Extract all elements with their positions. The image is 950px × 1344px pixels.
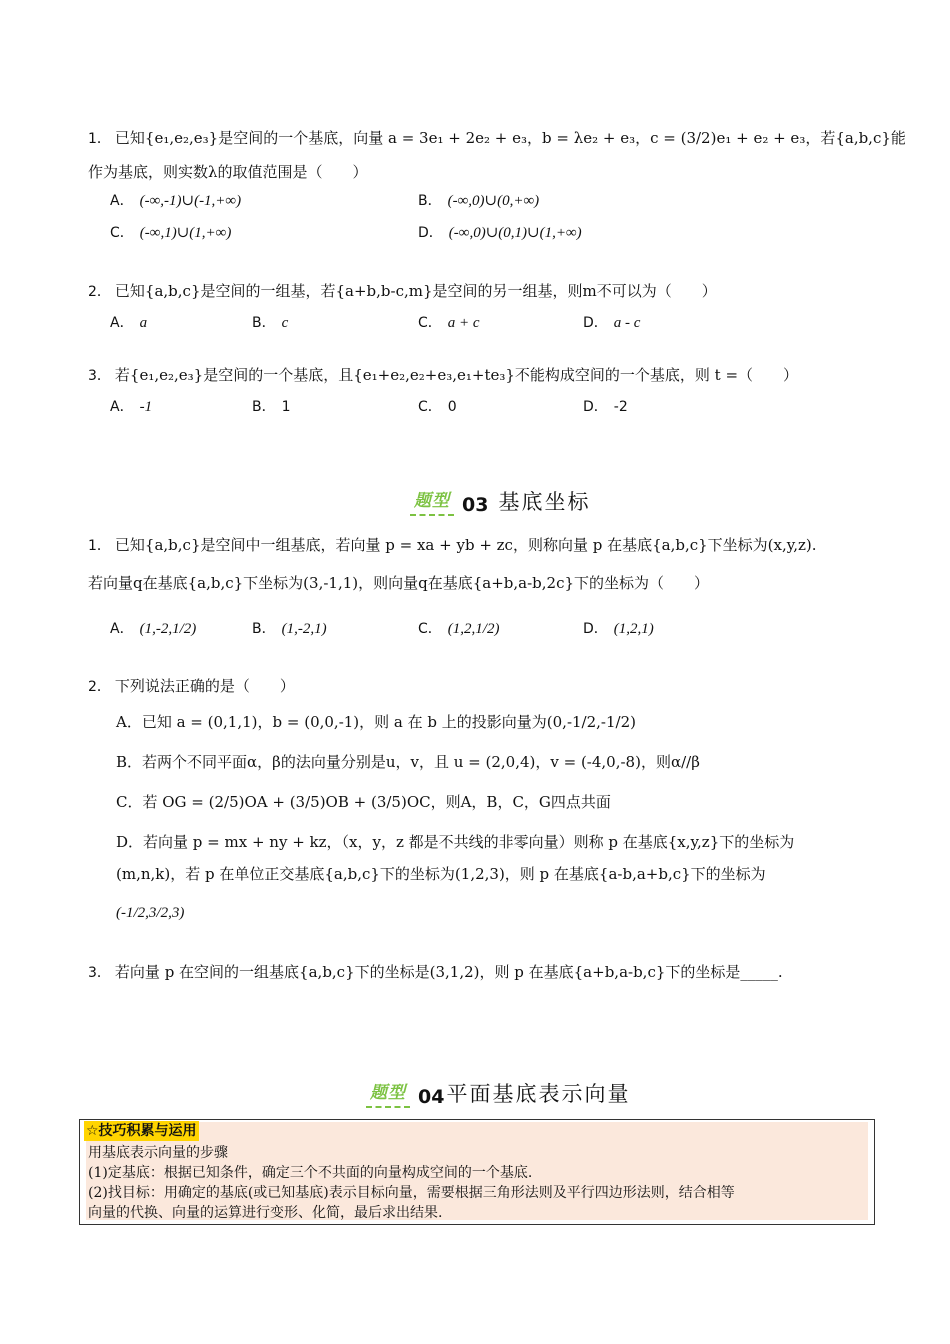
q3-option-a-text: -1 [139, 399, 153, 415]
s03-q2-stem-text: 下列说法正确的是（ ） [114, 677, 295, 695]
s03-q2-option-d-coords: (-1/2,3/2,3) [116, 905, 185, 921]
q2-option-b-label: B． [252, 315, 276, 331]
s03-q1-option-b[interactable] [252, 618, 327, 639]
q1-option-a-text: (-∞,-1)∪(-1,+∞) [139, 193, 242, 209]
s03-q2-option-d-line3 [116, 902, 184, 923]
section-03-title: 基底坐标 [498, 490, 591, 514]
s03-q1-number: 1． [88, 538, 111, 554]
section-04-title: 平面基底表示向量 [446, 1082, 631, 1106]
q1-line2: 作为基底，则实数λ的取值范围是（ ） [88, 163, 368, 181]
section-04-number: 04 [418, 1086, 445, 1108]
q2-option-b[interactable] [252, 312, 288, 333]
q2-option-b-text: c [281, 315, 289, 331]
q2-option-c-text: a + c [447, 315, 480, 331]
section-03-badge-text: 题型 [414, 491, 450, 511]
s03-q2-option-d-line1[interactable]: D．若向量 p = mx + ny + kz，（x，y，z 都是不共线的非零向量）则称 p 在基底{x,y,z}下的坐标为 [116, 833, 795, 851]
s03-q1-option-c-label: C． [418, 621, 442, 637]
q1-number: 1． [88, 131, 111, 147]
q2-option-c-label: C． [418, 315, 442, 331]
s03-q1-line2: 若向量q在基底{a,b,c}下坐标为(3,-1,1)，则向量q在基底{a+b,a-b,2c}下的坐标为（ ） [88, 574, 710, 592]
q3-option-d-label: D． [583, 399, 608, 415]
tip-line-1: 用基底表示向量的步骤 [88, 1145, 228, 1161]
s03-q1-option-a-text: (1,-2,1/2) [139, 621, 197, 637]
q3-option-b-label: B． [252, 399, 276, 415]
s03-q3-stem-text: 若向量 p 在空间的一组基底{a,b,c}下的坐标是(3,1,2)，则 p 在基底{a+b,a-b,c}下的坐标是_____. [114, 963, 783, 981]
q3-option-d[interactable] [583, 396, 628, 417]
section-03-badge-underline [410, 514, 454, 516]
section-04-badge [366, 1084, 410, 1108]
q3-option-c[interactable] [418, 396, 457, 417]
s03-q1-option-a[interactable] [110, 618, 196, 639]
q1-option-b-label: B． [418, 193, 442, 209]
s03-q1-option-d-label: D． [583, 621, 608, 637]
s03-q2-option-c[interactable]: C．若 OG = (2/5)OA + (3/5)OB + (3/5)OC，则A，B，C，G四点共面 [116, 793, 611, 811]
tip-line-2: (1)定基底：根据已知条件，确定三个不共面的向量构成空间的一个基底. [88, 1165, 533, 1181]
q1-option-c[interactable] [110, 222, 231, 243]
section-03-number: 03 [462, 494, 489, 516]
s03-q1-stem-text: 已知{a,b,c}是空间中一组基底，若向量 p = xa + yb + zc，则称向量 p 在基底{a,b,c}下坐标为(x,y,z). [114, 536, 817, 554]
q2-option-a-label: A． [110, 315, 134, 331]
s03-q1-line1 [88, 535, 817, 556]
s03-q2-option-a[interactable]: A．已知 a = (0,1,1)，b = (0,0,-1)，则 a 在 b 上的投影向量为(0,-1/2,-1/2) [116, 713, 636, 731]
q2-option-d-label: D． [583, 315, 608, 331]
q3-option-c-text: 0 [447, 399, 457, 415]
q3-line1 [88, 365, 798, 386]
q1-option-d-text: (-∞,0)∪(0,1)∪(1,+∞) [448, 225, 582, 241]
q1-option-a-label: A． [110, 193, 134, 209]
q2-option-a[interactable] [110, 312, 147, 333]
tip-header: ☆技巧积累与运用 [86, 1123, 197, 1139]
section-03-heading [410, 486, 590, 516]
s03-q2-number: 2． [88, 679, 111, 695]
q3-option-b[interactable] [252, 396, 291, 417]
s03-q1-option-d-text: (1,2,1) [613, 621, 654, 637]
s03-q1-option-b-text: (1,-2,1) [281, 621, 327, 637]
q3-stem-text: 若{e₁,e₂,e₃}是空间的一个基底，且{e₁+e₂,e₂+e₃,e₁+te₃}不能构成空间的一个基底，则 t =（ ） [114, 366, 799, 384]
q1-option-c-text: (-∞,1)∪(1,+∞) [139, 225, 232, 241]
q1-line1 [88, 128, 906, 149]
section-03-badge [410, 492, 454, 516]
q3-option-a[interactable] [110, 396, 152, 417]
q1-option-c-label: C． [110, 225, 134, 241]
tip-line-3: (2)找目标：用确定的基底(或已知基底)表示目标向量，需要根据三角形法则及平行四边形法则，结合相等 [88, 1185, 735, 1201]
s03-q3-line1 [88, 962, 783, 983]
s03-q1-option-c-text: (1,2,1/2) [447, 621, 500, 637]
q2-stem-text: 已知{a,b,c}是空间的一组基，若{a+b,b-c,m}是空间的另一组基，则m不可以为（ ） [114, 282, 717, 300]
q3-option-a-label: A． [110, 399, 134, 415]
s03-q1-option-b-label: B． [252, 621, 276, 637]
q1-option-d-label: D． [418, 225, 443, 241]
q1-option-b-text: (-∞,0)∪(0,+∞) [447, 193, 540, 209]
s03-q1-option-c[interactable] [418, 618, 499, 639]
s03-q2-option-b[interactable]: B．若两个不同平面α，β的法向量分别是u，v，且 u = (2,0,4)，v = (-4,0,-8)，则α//β [116, 753, 700, 771]
q1-option-d[interactable] [418, 222, 582, 243]
q1-option-a[interactable] [110, 190, 241, 211]
q2-option-a-text: a [139, 315, 148, 331]
q3-number: 3． [88, 368, 111, 384]
q2-line1 [88, 281, 717, 302]
q3-option-b-text: 1 [281, 399, 291, 415]
q2-option-c[interactable] [418, 312, 480, 333]
q2-option-d-text: a - c [613, 315, 641, 331]
s03-q3-number: 3． [88, 965, 111, 981]
q3-option-c-label: C． [418, 399, 442, 415]
s03-q2-line1 [88, 676, 295, 697]
section-04-badge-text: 题型 [370, 1083, 406, 1103]
section-04-badge-underline [366, 1106, 410, 1108]
q2-option-d[interactable] [583, 312, 640, 333]
q1-option-b[interactable] [418, 190, 539, 211]
q2-number: 2． [88, 284, 111, 300]
s03-q2-option-d-line2: (m,n,k)，若 p 在单位正交基底{a,b,c}下的坐标为(1,2,3)，则 p 在基底{a-b,a+b,c}下的坐标为 [116, 865, 766, 883]
s03-q1-option-d[interactable] [583, 618, 654, 639]
tip-line-4: 向量的代换、向量的运算进行变形、化简，最后求出结果. [88, 1205, 443, 1221]
q1-stem-text: 已知{e₁,e₂,e₃}是空间的一个基底，向量 a = 3e₁ + 2e₂ + e₃，b = λe₂ + e₃，c = (3/2)e₁ + e₂ + e₃，若{a,b,c}能 [114, 129, 906, 147]
s03-q1-option-a-label: A． [110, 621, 134, 637]
section-04-heading [366, 1078, 630, 1108]
q3-option-d-text: -2 [613, 399, 628, 415]
